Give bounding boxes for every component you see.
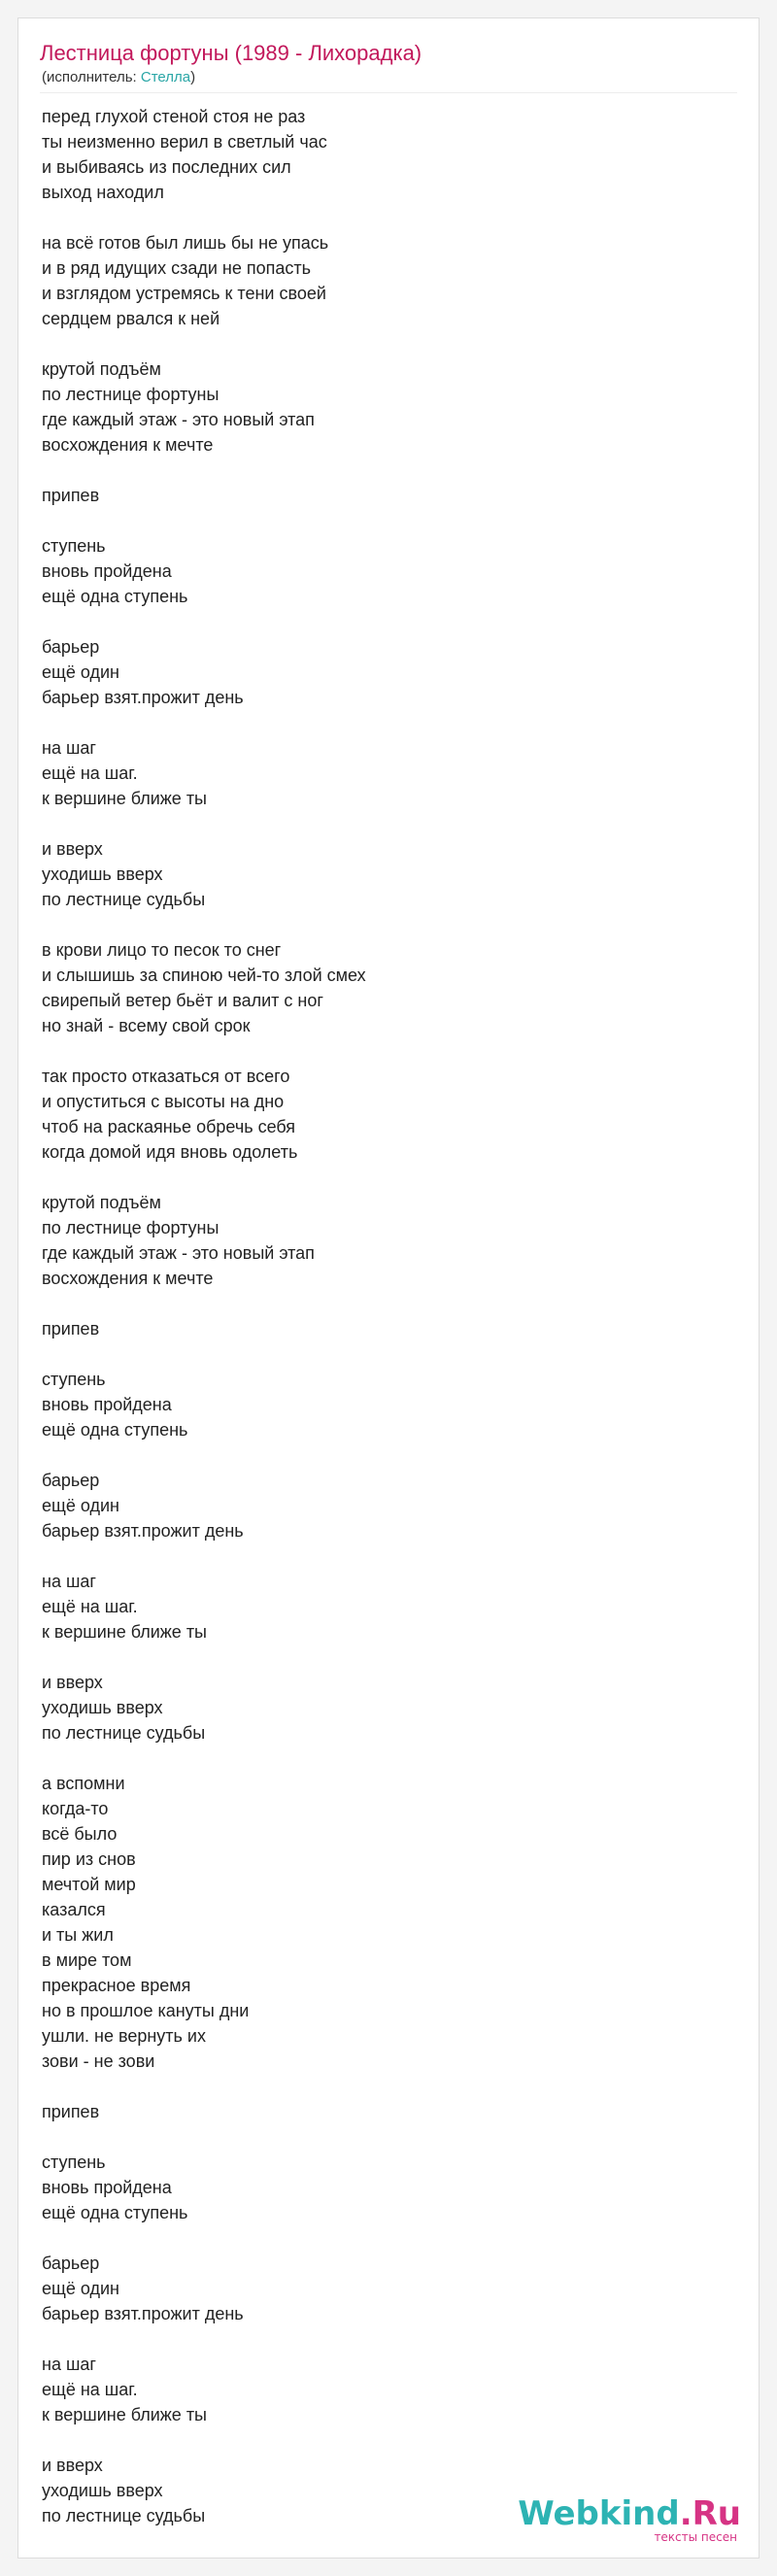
lyric-line: восхождения к мечте: [42, 1269, 214, 1288]
lyric-line: уходишь вверх: [42, 2481, 163, 2500]
lyric-line: ещё одна ступень: [42, 2203, 188, 2222]
lyric-blank-line: [42, 2326, 741, 2352]
lyric-line: выход находил: [42, 183, 164, 202]
lyric-line: и в ряд идущих сзади не попасть: [42, 258, 312, 278]
lyric-line: ты неизменно верил в светлый час: [42, 132, 327, 152]
lyric-line: и вверх: [42, 1673, 103, 1692]
lyric-line: но в прошлое кануты дни: [42, 2001, 250, 2020]
lyric-blank-line: [42, 1644, 741, 1670]
lyric-line: и взглядом устремясь к тени своей: [42, 284, 326, 303]
song-card: [17, 17, 760, 2559]
lyric-line: прекрасное время: [42, 1976, 191, 1995]
lyric-line: чтоб на раскаянье обречь себя: [42, 1117, 296, 1136]
lyric-blank-line: [42, 2225, 741, 2251]
lyric-line: к вершине ближе ты: [42, 789, 207, 808]
lyric-blank-line: [42, 811, 741, 836]
lyric-line: пир из снов: [42, 1849, 136, 1869]
lyric-blank-line: [42, 331, 741, 356]
lyric-blank-line: [42, 1442, 741, 1468]
lyric-line: крутой подъём: [42, 359, 161, 379]
logo-wordmark: [518, 2495, 741, 2532]
lyric-line: на всё готов был лишь бы не упась: [42, 233, 329, 253]
lyric-line: по лестнице фортуны: [42, 1218, 220, 1237]
lyric-line: ещё одна ступень: [42, 1420, 188, 1440]
lyric-line: ступень: [42, 2152, 106, 2172]
lyric-line: и вверх: [42, 2456, 103, 2475]
lyric-line: ступень: [42, 536, 106, 556]
lyric-line: и вверх: [42, 839, 103, 859]
lyric-line: припев: [42, 2102, 100, 2121]
lyric-blank-line: [42, 1291, 741, 1316]
lyric-blank-line: [42, 2427, 741, 2453]
logo-tagline: тексты песен: [654, 2530, 737, 2544]
lyric-line: уходишь вверх: [42, 864, 163, 884]
lyric-line: припев: [42, 1319, 100, 1339]
lyric-blank-line: [42, 458, 741, 483]
lyric-line: и слышишь за спиною чей-то злой смех: [42, 966, 366, 985]
lyric-line: к вершине ближе ты: [42, 2405, 207, 2424]
lyric-line: когда домой идя вновь одолеть: [42, 1142, 298, 1162]
lyric-line: барьер: [42, 1471, 100, 1490]
lyric-line: свирепый ветер бьёт и валит с ног: [42, 991, 323, 1010]
lyric-line: вновь пройдена: [42, 561, 172, 581]
lyric-line: припев: [42, 486, 100, 505]
lyric-line: где каждый этаж - это новый этап: [42, 410, 315, 429]
lyric-line: и выбиваясь из последних сил: [42, 157, 291, 177]
lyric-line: барьер: [42, 2254, 100, 2273]
lyric-line: к вершине ближе ты: [42, 1622, 207, 1642]
lyric-line: сердцем рвался к ней: [42, 309, 220, 328]
lyric-line: ещё одна ступень: [42, 587, 188, 606]
lyric-line: и опуститься с высоты на дно: [42, 1092, 285, 1111]
lyric-line: на шаг: [42, 1572, 96, 1591]
lyric-line: в мире том: [42, 1950, 132, 1970]
header-divider: [40, 92, 737, 93]
lyric-line: так просто отказаться от всего: [42, 1067, 290, 1086]
lyric-line: ступень: [42, 1370, 106, 1389]
lyrics-block: [42, 104, 741, 2528]
lyric-line: казался: [42, 1900, 106, 1919]
lyric-blank-line: [42, 912, 741, 937]
lyric-line: на шаг: [42, 2355, 96, 2374]
lyric-line: ушли. не вернуть их: [42, 2026, 206, 2046]
lyric-blank-line: [42, 1038, 741, 1064]
logo-domain: .Ru: [679, 2494, 741, 2533]
lyric-line: но знай - всему свой срок: [42, 1016, 251, 1035]
webkind-logo[interactable]: [518, 2495, 741, 2544]
lyric-blank-line: [42, 2124, 741, 2150]
lyric-line: уходишь вверх: [42, 1698, 163, 1717]
lyric-line: а вспомни: [42, 1774, 125, 1793]
lyric-line: по лестнице судьбы: [42, 1723, 206, 1743]
lyric-line: и ты жил: [42, 1925, 114, 1945]
lyric-line: барьер: [42, 637, 100, 657]
lyric-line: на шаг: [42, 738, 96, 758]
lyric-blank-line: [42, 1165, 741, 1190]
lyric-line: вновь пройдена: [42, 1395, 172, 1414]
lyric-line: восхождения к мечте: [42, 435, 214, 455]
lyric-line: по лестнице судьбы: [42, 2506, 206, 2525]
lyric-line: где каждый этаж - это новый этап: [42, 1243, 315, 1263]
lyric-line: мечтой мир: [42, 1875, 136, 1894]
lyric-line: ещё на шаг.: [42, 2380, 138, 2399]
lyric-line: ещё один: [42, 662, 119, 682]
artist-link[interactable]: Стелла: [140, 69, 191, 85]
lyric-blank-line: [42, 1341, 741, 1367]
song-title: Лестница фортуны (1989 - Лихорадка): [40, 41, 422, 65]
lyric-line: ещё один: [42, 2279, 119, 2298]
lyric-line: когда-то: [42, 1799, 109, 1818]
lyric-blank-line: [42, 2074, 741, 2099]
lyric-line: по лестнице судьбы: [42, 890, 206, 909]
lyric-blank-line: [42, 205, 741, 230]
lyric-line: зови - не зови: [42, 2051, 155, 2071]
lyric-line: барьер взят.прожит день: [42, 1521, 244, 1541]
lyric-line: барьер взят.прожит день: [42, 688, 244, 707]
lyric-blank-line: [42, 609, 741, 634]
performer-line: [42, 69, 195, 86]
lyric-line: ещё на шаг.: [42, 763, 138, 783]
lyric-blank-line: [42, 508, 741, 533]
lyric-blank-line: [42, 710, 741, 735]
lyric-line: вновь пройдена: [42, 2178, 172, 2197]
lyric-blank-line: [42, 1543, 741, 1569]
lyric-blank-line: [42, 1746, 741, 1771]
lyric-line: барьер взят.прожит день: [42, 2304, 244, 2323]
lyric-line: перед глухой стеной стоя не раз: [42, 107, 306, 126]
performer-label: (исполнитель:: [42, 69, 141, 85]
lyric-line: крутой подъём: [42, 1193, 161, 1212]
performer-close: ): [190, 69, 196, 85]
lyric-line: в крови лицо то песок то снег: [42, 940, 282, 960]
lyric-line: всё было: [42, 1824, 118, 1844]
lyric-line: по лестнице фортуны: [42, 385, 220, 404]
logo-name: Webkind: [518, 2494, 680, 2533]
lyric-line: ещё один: [42, 1496, 119, 1515]
lyric-line: ещё на шаг.: [42, 1597, 138, 1616]
